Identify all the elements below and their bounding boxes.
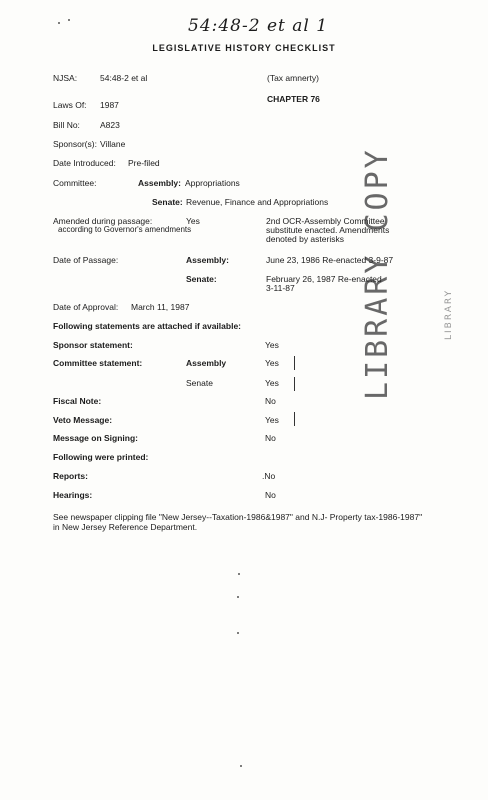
sponsor-label: Sponsor(s): xyxy=(53,139,97,149)
committee-statement-assembly-label: Assembly xyxy=(186,358,227,368)
passage-senate-value-1: February 26, 1987 Re-enacted xyxy=(266,274,382,284)
sponsor-statement-label: Sponsor statement: xyxy=(53,340,133,350)
passage-senate-label: Senate: xyxy=(186,274,217,284)
footnote: See newspaper clipping file "New Jersey--Taxation-1986&1987" and N.J- Property tax-1986-1987" in New Jersey Reference Department. xyxy=(53,512,423,532)
veto-message-label: Veto Message: xyxy=(53,415,113,425)
fiscal-note-label: Fiscal Note: xyxy=(53,396,102,406)
sponsor-statement-value: Yes xyxy=(265,340,279,350)
passage-assembly-label: Assembly: xyxy=(186,255,229,265)
chapter-label: CHAPTER 76 xyxy=(267,94,320,104)
date-introduced-value: Pre-filed xyxy=(128,158,160,168)
message-on-signing-value: No xyxy=(265,433,276,443)
veto-message-value: Yes xyxy=(265,415,279,425)
committee-statement-assembly-value: Yes xyxy=(265,358,279,368)
amended-value: Yes xyxy=(186,216,200,226)
committee-label: Committee: xyxy=(53,178,97,188)
laws-of-label: Laws Of: xyxy=(53,100,87,110)
margin-rule-2 xyxy=(294,377,295,391)
scan-speck xyxy=(237,632,239,634)
scan-speck xyxy=(240,765,242,767)
bill-no-value: A823 xyxy=(100,120,120,130)
page-title: LEGISLATIVE HISTORY CHECKLIST xyxy=(152,43,336,53)
committee-assembly-value: Appropriations xyxy=(185,178,240,188)
amended-label: Amended during passage: xyxy=(53,216,153,226)
committee-assembly-label: Assembly: xyxy=(138,178,181,188)
committee-senate-label: Senate: xyxy=(152,197,183,207)
margin-rule-3 xyxy=(294,412,295,426)
committee-statement-senate-label: Senate xyxy=(186,378,213,388)
laws-of-value: 1987 xyxy=(100,100,119,110)
njsa-label: NJSA: xyxy=(53,73,78,83)
passage-label: Date of Passage: xyxy=(53,255,119,265)
sponsor-value: Villane xyxy=(100,139,126,149)
scan-speck xyxy=(238,573,240,575)
printed-heading: Following were printed: xyxy=(53,452,149,462)
margin-rule-1 xyxy=(294,356,295,370)
reports-value: .No xyxy=(262,471,276,481)
library-copy-stamp: LIBRARY COPY xyxy=(360,147,395,400)
hearings-value: No xyxy=(265,490,276,500)
faint-stamp: LIBRARY xyxy=(444,288,454,340)
bill-no-label: Bill No: xyxy=(53,120,80,130)
approval-label: Date of Approval: xyxy=(53,302,119,312)
amended-note-2: substitute enacted. Amendments xyxy=(266,225,390,235)
approval-value: March 11, 1987 xyxy=(131,302,190,312)
scan-speck xyxy=(68,19,70,21)
date-introduced-label: Date Introduced: xyxy=(53,158,116,168)
attached-heading: Following statements are attached if available: xyxy=(53,321,241,331)
amended-note-1: 2nd OCR-Assembly Committee xyxy=(266,216,385,226)
njsa-note: (Tax amnerty) xyxy=(267,73,319,83)
hearings-label: Hearings: xyxy=(53,490,93,500)
committee-statement-senate-value: Yes xyxy=(265,378,279,388)
committee-senate-value: Revenue, Finance and Appropriations xyxy=(186,197,329,207)
message-on-signing-label: Message on Signing: xyxy=(53,433,139,443)
amended-sub: according to Governor's amendments xyxy=(58,225,192,234)
fiscal-note-value: No xyxy=(265,396,276,406)
njsa-value: 54:48-2 et al xyxy=(100,73,148,83)
scan-speck xyxy=(237,596,239,598)
reports-label: Reports: xyxy=(53,471,88,481)
scan-speck xyxy=(58,22,60,24)
handwritten-header: 54:48-2 et al 1 xyxy=(188,16,329,36)
passage-senate-value-2: 3-11-87 xyxy=(266,283,295,293)
committee-statement-label: Committee statement: xyxy=(53,358,143,368)
passage-assembly-value: June 23, 1986 Re-enacted 3-9-87 xyxy=(266,255,394,265)
amended-note-3: denoted by asterisks xyxy=(266,234,344,244)
